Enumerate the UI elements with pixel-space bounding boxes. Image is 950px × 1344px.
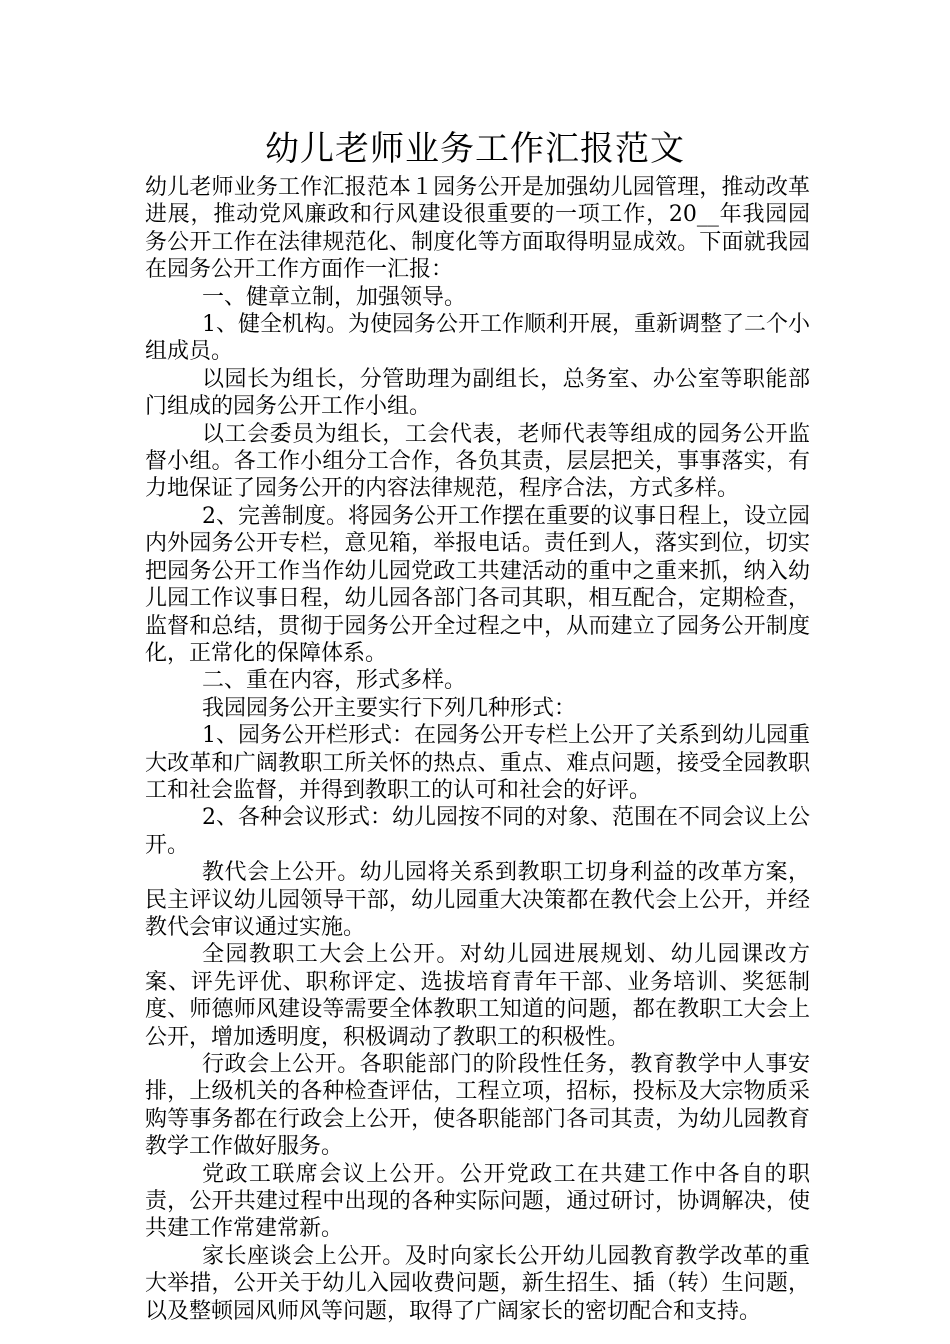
section-heading-1: 一、健章立制，加强领导。 [202,284,467,310]
paragraph-parent-meeting: 家长座谈会上公开。及时向家长公开幼儿园教育教学改革的重大举措，公开关于幼儿入园收费问题，新生招生、插（转）生问题，以及整顿园风师风等问题，取得了广阔家长的密切配合和支持。 [145,1243,810,1324]
document-title: 幼儿老师业务工作汇报范文 [265,129,685,169]
paragraph-all-staff-meeting: 全园教职工大会上公开。对幼儿园进展规划、幼儿园课改方案、评先评优、职称评定、选拔培育青年干部、业务培训、奖惩制度、师德师风建设等需要全体教职工知道的问题，都在教职工大会上公开，增加透明度，积极调动了教职工的积极性。 [145,942,810,1050]
paragraph-forms-intro: 我园园务公开主要实行下列几种形式： [202,695,577,721]
paragraph-meetings: 2、各种会议形式：幼儿园按不同的对象、范围在不同会议上公开。 [145,805,810,858]
paragraph-admin-meeting: 行政会上公开。各职能部门的阶段性任务，教育教学中人事安排，上级机关的各种检查评估，工程立项，招标，投标及大宗物质采购等事务都在行政会上公开，使各职能部门各司其责，为幼儿园教育教学工作做好服务。 [145,1052,810,1160]
paragraph-work-group: 以园长为组长，分管助理为副组长，总务室、办公室等职能部门组成的园务公开工作小组。 [145,366,810,420]
section-heading-2: 二、重在内容，形式多样。 [202,668,467,694]
paragraph-supervision-group: 以工会委员为组长，工会代表，老师代表等组成的园务公开监督小组。各工作小组分工合作，各负其责，层层把关，事事落实，有力地保证了园务公开的内容法律规范，程序合法，方式多样。 [145,421,810,502]
paragraph-bulletin-board: 1、园务公开栏形式：在园务公开专栏上公开了关系到幼儿园重大改革和广阔教职工所关怀的热点、重点、难点问题，接受全园教职工和社会监督，并得到教职工的认可和社会的好评。 [145,723,810,803]
paragraph-joint-meeting: 党政工联席会议上公开。公开党政工在共建工作中各自的职责，公开共建过程中出现的各种实际问题，通过研讨，协调解决，使共建工作常建常新。 [145,1161,810,1242]
paragraph-system: 2、完善制度。将园务公开工作摆在重要的议事日程上，设立园内外园务公开专栏，意见箱，举报电话。责任到人，落实到位，切实把园务公开工作当作幼儿园党政工共建活动的重中之重来抓，纳入幼儿园工作议事日程，幼儿园各部门各司其职，相互配合，定期检查，监督和总结，贯彻于园务公开全过程之中，从而建立了园务公开制度化，正常化的保障体系。 [145,503,810,666]
paragraph-staff-congress: 教代会上公开。幼儿园将关系到教职工切身利益的改革方案，民主评议幼儿园领导干部，幼儿园重大决策都在教代会上公开，并经教代会审议通过实施。 [145,860,810,940]
document-body [145,174,810,1325]
paragraph-intro: 幼儿老师业务工作汇报范本１园务公开是加强幼儿园管理，推动改革进展，推动党风廉政和行风建设很重要的一项工作，20__年我园园务公开工作在法律规范化、制度化等方面取得明显成效。下面就我园在园务公开工作方面作一汇报： [145,175,810,283]
paragraph-organization: 1、健全机构。为使园务公开工作顺利开展，重新调整了二个小组成员。 [145,312,810,365]
